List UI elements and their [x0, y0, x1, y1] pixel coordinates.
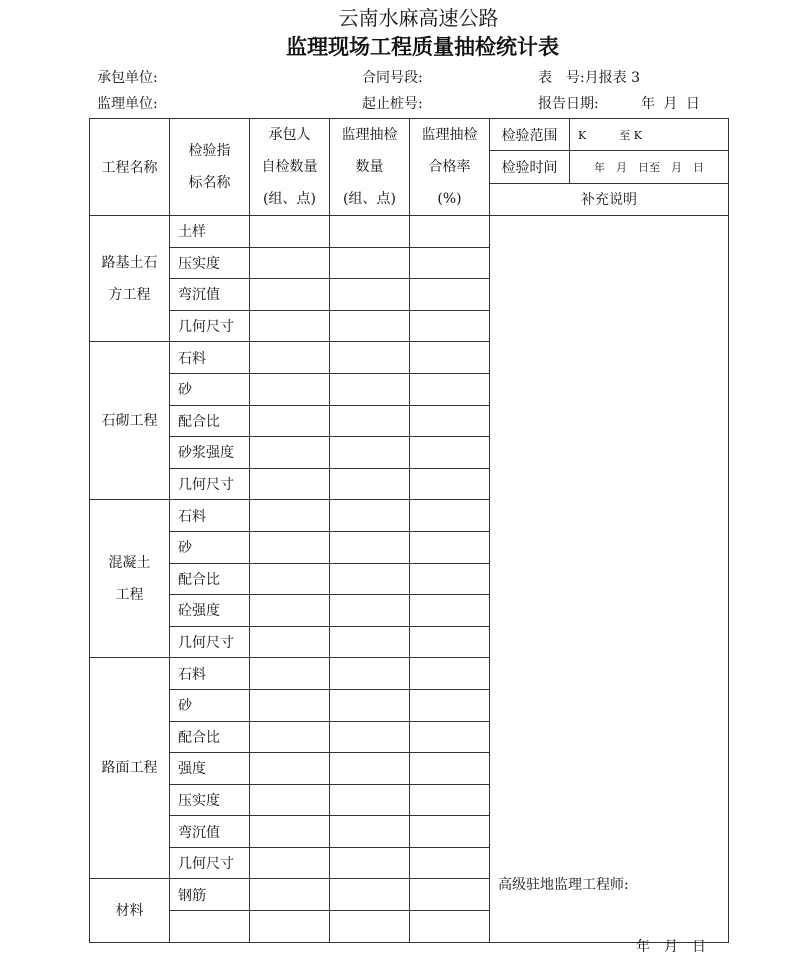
sample-count-cell[interactable] [330, 911, 410, 943]
pass-rate-cell[interactable] [410, 689, 490, 721]
self-check-cell[interactable] [250, 437, 330, 469]
header-self-check: 承包人 自检数量 (组、点) [250, 119, 330, 216]
form-title: 监理现场工程质量抽检统计表 [286, 34, 559, 59]
indicator-name: 石料 [170, 500, 250, 532]
indicator-name: 砂 [170, 689, 250, 721]
pass-rate-cell[interactable] [410, 879, 490, 911]
pass-rate-cell[interactable] [410, 405, 490, 437]
pass-rate-cell[interactable] [410, 342, 490, 374]
sample-count-cell[interactable] [330, 405, 410, 437]
sample-count-cell[interactable] [330, 216, 410, 248]
range-label: 检验范围 [490, 119, 570, 151]
pass-rate-cell[interactable] [410, 626, 490, 658]
pass-rate-cell[interactable] [410, 721, 490, 753]
header-sample-count: 监理抽检 数量 (组、点) [330, 119, 410, 216]
self-check-cell[interactable] [250, 216, 330, 248]
indicator-name: 强度 [170, 753, 250, 785]
self-check-cell[interactable] [250, 753, 330, 785]
self-check-cell[interactable] [250, 342, 330, 374]
sample-count-cell[interactable] [330, 247, 410, 279]
indicator-name: 砂浆强度 [170, 437, 250, 469]
indicator-name: 钢筋 [170, 879, 250, 911]
indicator-name: 几何尺寸 [170, 310, 250, 342]
project-category: 材料 [90, 879, 170, 942]
header-indicator: 检验指 标名称 [170, 119, 250, 216]
header-pass-rate: 监理抽检 合格率 (%) [410, 119, 490, 216]
engineer-signature-label: 高级驻地监理工程师: [498, 876, 629, 893]
sample-count-cell[interactable] [330, 721, 410, 753]
sample-count-cell[interactable] [330, 437, 410, 469]
sample-count-cell[interactable] [330, 310, 410, 342]
pass-rate-cell[interactable] [410, 911, 490, 943]
pass-rate-cell[interactable] [410, 847, 490, 879]
self-check-cell[interactable] [250, 816, 330, 848]
pass-rate-cell[interactable] [410, 437, 490, 469]
indicator-name: 压实度 [170, 247, 250, 279]
pass-rate-cell[interactable] [410, 531, 490, 563]
report-date-blank: 年 月 日 [641, 96, 700, 112]
sample-count-cell[interactable] [330, 689, 410, 721]
table-number-label: 表 号:月报表 3 [538, 70, 641, 86]
pass-rate-cell[interactable] [410, 468, 490, 500]
indicator-name: 几何尺寸 [170, 468, 250, 500]
report-date-label: 报告日期: [538, 96, 599, 112]
sample-count-cell[interactable] [330, 468, 410, 500]
pass-rate-cell[interactable] [410, 279, 490, 311]
supplement-label: 补充说明 [490, 183, 729, 215]
sample-count-cell[interactable] [330, 373, 410, 405]
sample-count-cell[interactable] [330, 847, 410, 879]
sample-count-cell[interactable] [330, 753, 410, 785]
self-check-cell[interactable] [250, 784, 330, 816]
inspection-table [89, 118, 729, 955]
indicator-name: 几何尺寸 [170, 847, 250, 879]
range-value: K 至 K [570, 119, 729, 151]
pass-rate-cell[interactable] [410, 658, 490, 690]
pass-rate-cell[interactable] [410, 784, 490, 816]
sample-count-cell[interactable] [330, 626, 410, 658]
indicator-name: 弯沉值 [170, 816, 250, 848]
sample-count-cell[interactable] [330, 279, 410, 311]
indicator-name: 弯沉值 [170, 279, 250, 311]
indicator-name [170, 911, 250, 943]
sample-count-cell[interactable] [330, 879, 410, 911]
contract-section-label: 合同号段: [362, 70, 423, 86]
indicator-name: 砂 [170, 531, 250, 563]
project-category: 路面工程 [90, 658, 170, 879]
indicator-name: 砼强度 [170, 595, 250, 627]
indicator-name: 配合比 [170, 721, 250, 753]
self-check-cell[interactable] [250, 468, 330, 500]
time-value: 年 月 日至 月 日 [570, 151, 729, 183]
self-check-cell[interactable] [250, 247, 330, 279]
supervisor-label: 监理单位: [97, 96, 158, 112]
sample-count-cell[interactable] [330, 531, 410, 563]
self-check-cell[interactable] [250, 405, 330, 437]
project-category: 路基土石 方工程 [90, 216, 170, 342]
time-label: 检验时间 [490, 151, 570, 183]
header-project-name: 工程名称 [90, 119, 170, 216]
self-check-cell[interactable] [250, 689, 330, 721]
sample-count-cell[interactable] [330, 595, 410, 627]
sample-count-cell[interactable] [330, 658, 410, 690]
indicator-name: 压实度 [170, 784, 250, 816]
pass-rate-cell[interactable] [410, 310, 490, 342]
self-check-cell[interactable] [250, 595, 330, 627]
project-category: 石砌工程 [90, 342, 170, 500]
pass-rate-cell[interactable] [410, 563, 490, 595]
indicator-name: 砂 [170, 373, 250, 405]
document-title: 云南水麻高速公路 [338, 6, 499, 30]
pass-rate-cell[interactable] [410, 500, 490, 532]
pass-rate-cell[interactable] [410, 753, 490, 785]
indicator-name: 配合比 [170, 405, 250, 437]
sample-count-cell[interactable] [330, 342, 410, 374]
indicator-name: 石料 [170, 658, 250, 690]
sample-count-cell[interactable] [330, 500, 410, 532]
sample-count-cell[interactable] [330, 563, 410, 595]
self-check-cell[interactable] [250, 373, 330, 405]
pass-rate-cell[interactable] [410, 595, 490, 627]
project-category: 混凝土 工程 [90, 500, 170, 658]
indicator-name: 几何尺寸 [170, 626, 250, 658]
self-check-cell[interactable] [250, 563, 330, 595]
self-check-cell[interactable] [250, 531, 330, 563]
self-check-cell[interactable] [250, 310, 330, 342]
indicator-name: 土样 [170, 216, 250, 248]
signature-date: 年 月 日 [636, 938, 706, 955]
self-check-cell[interactable] [250, 721, 330, 753]
table-row [90, 216, 729, 248]
sample-count-cell[interactable] [330, 784, 410, 816]
self-check-cell[interactable] [250, 279, 330, 311]
self-check-cell[interactable] [250, 847, 330, 879]
pass-rate-cell[interactable] [410, 816, 490, 848]
pass-rate-cell[interactable] [410, 216, 490, 248]
indicator-name: 配合比 [170, 563, 250, 595]
self-check-cell[interactable] [250, 500, 330, 532]
stake-label: 起止桩号: [362, 96, 423, 112]
pass-rate-cell[interactable] [410, 373, 490, 405]
sample-count-cell[interactable] [330, 816, 410, 848]
pass-rate-cell[interactable] [410, 247, 490, 279]
contractor-label: 承包单位: [97, 70, 158, 86]
self-check-cell[interactable] [250, 658, 330, 690]
self-check-cell[interactable] [250, 626, 330, 658]
self-check-cell[interactable] [250, 911, 330, 943]
indicator-name: 石料 [170, 342, 250, 374]
supplement-area[interactable] [490, 216, 729, 955]
self-check-cell[interactable] [250, 879, 330, 911]
